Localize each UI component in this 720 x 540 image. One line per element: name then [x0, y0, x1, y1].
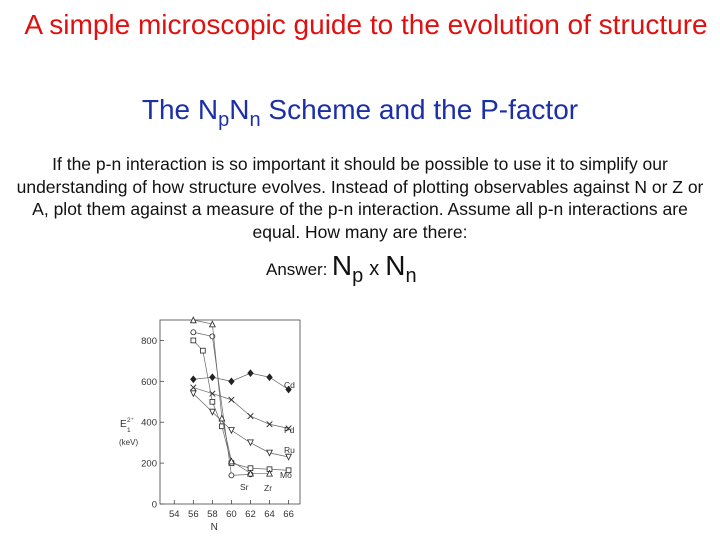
subtitle-sub-p: p — [218, 109, 230, 131]
subtitle-mid: N — [229, 94, 250, 125]
y-label-sub: 1 — [127, 427, 131, 434]
series-point — [191, 338, 196, 343]
body-paragraph: If the p-n interaction is so important it should be possible to use it to simplify our understanding of how structure evolves. Instead of plotting observables against N or Z or A, plot them against a measure of the p-n interaction. Assume all p-n interactions are equal. How many are there: — [16, 154, 704, 242]
subtitle-sub-n: n — [249, 109, 261, 131]
x-tick-label: 64 — [264, 509, 275, 520]
series-point — [267, 450, 273, 456]
answer-label: Answer: — [266, 260, 328, 279]
y-label-unit: (keV) — [119, 438, 139, 447]
answer-n2: N — [385, 250, 406, 281]
series-line — [193, 320, 269, 473]
x-tick-label: 56 — [188, 509, 199, 520]
y-tick-label: 200 — [141, 458, 157, 470]
series-point — [286, 454, 292, 460]
x-tick-label: 60 — [226, 509, 237, 520]
answer-n1: N — [331, 250, 353, 281]
series-point — [229, 397, 235, 403]
y-axis-label — [119, 417, 138, 447]
series-point — [191, 385, 197, 391]
series-point — [229, 428, 235, 434]
series-label: Pd — [284, 425, 295, 435]
series-point — [248, 370, 254, 377]
y-label-sup: 2⁺ — [127, 417, 135, 424]
series-ru — [191, 391, 296, 460]
series-sr — [191, 330, 253, 492]
series-point — [248, 440, 254, 446]
series-point — [210, 399, 215, 404]
series-label: Mo — [280, 470, 292, 480]
y-tick-label: 0 — [151, 499, 157, 511]
answer-line — [266, 250, 417, 288]
subtitle-prefix: The N — [141, 94, 219, 125]
series-line — [193, 387, 288, 428]
series-mo — [191, 338, 292, 480]
y-tick-label: 400 — [141, 417, 157, 429]
x-tick-label: 66 — [283, 509, 294, 520]
series-point — [191, 330, 196, 335]
series-line — [193, 340, 288, 470]
series-point — [229, 378, 235, 385]
answer-sub1: p — [352, 265, 364, 287]
y-tick-label: 600 — [141, 376, 157, 388]
x-tick-label: 54 — [168, 509, 180, 520]
series-point — [200, 348, 205, 353]
series-point — [191, 376, 197, 383]
y-label-e: E — [120, 419, 127, 430]
series-label: Zr — [264, 483, 273, 493]
series-pd — [191, 385, 295, 435]
slide-title: A simple microscopic guide to the evolution of structure — [24, 9, 708, 40]
x-tick-label: 58 — [207, 509, 218, 520]
series-point — [267, 421, 273, 427]
answer-times: x — [369, 258, 380, 280]
series-label: Ru — [284, 445, 295, 455]
series-label: Cd — [284, 380, 295, 390]
subtitle-suffix: Scheme and the P-factor — [260, 94, 579, 125]
x-tick-label: 62 — [245, 509, 256, 520]
series-point — [229, 473, 234, 478]
slide-subtitle — [0, 92, 720, 138]
e2-vs-n-chart — [118, 312, 308, 537]
series-cd — [191, 370, 296, 393]
series-point — [267, 374, 273, 381]
series-point — [210, 374, 216, 381]
series-point — [248, 413, 254, 419]
series-point — [210, 321, 216, 327]
answer-sub2: n — [405, 265, 417, 287]
series-zr — [191, 317, 273, 493]
series-label: Sr — [240, 482, 249, 492]
x-axis-label: N — [210, 522, 218, 533]
y-tick-label: 800 — [141, 335, 157, 347]
series-line — [193, 332, 250, 475]
